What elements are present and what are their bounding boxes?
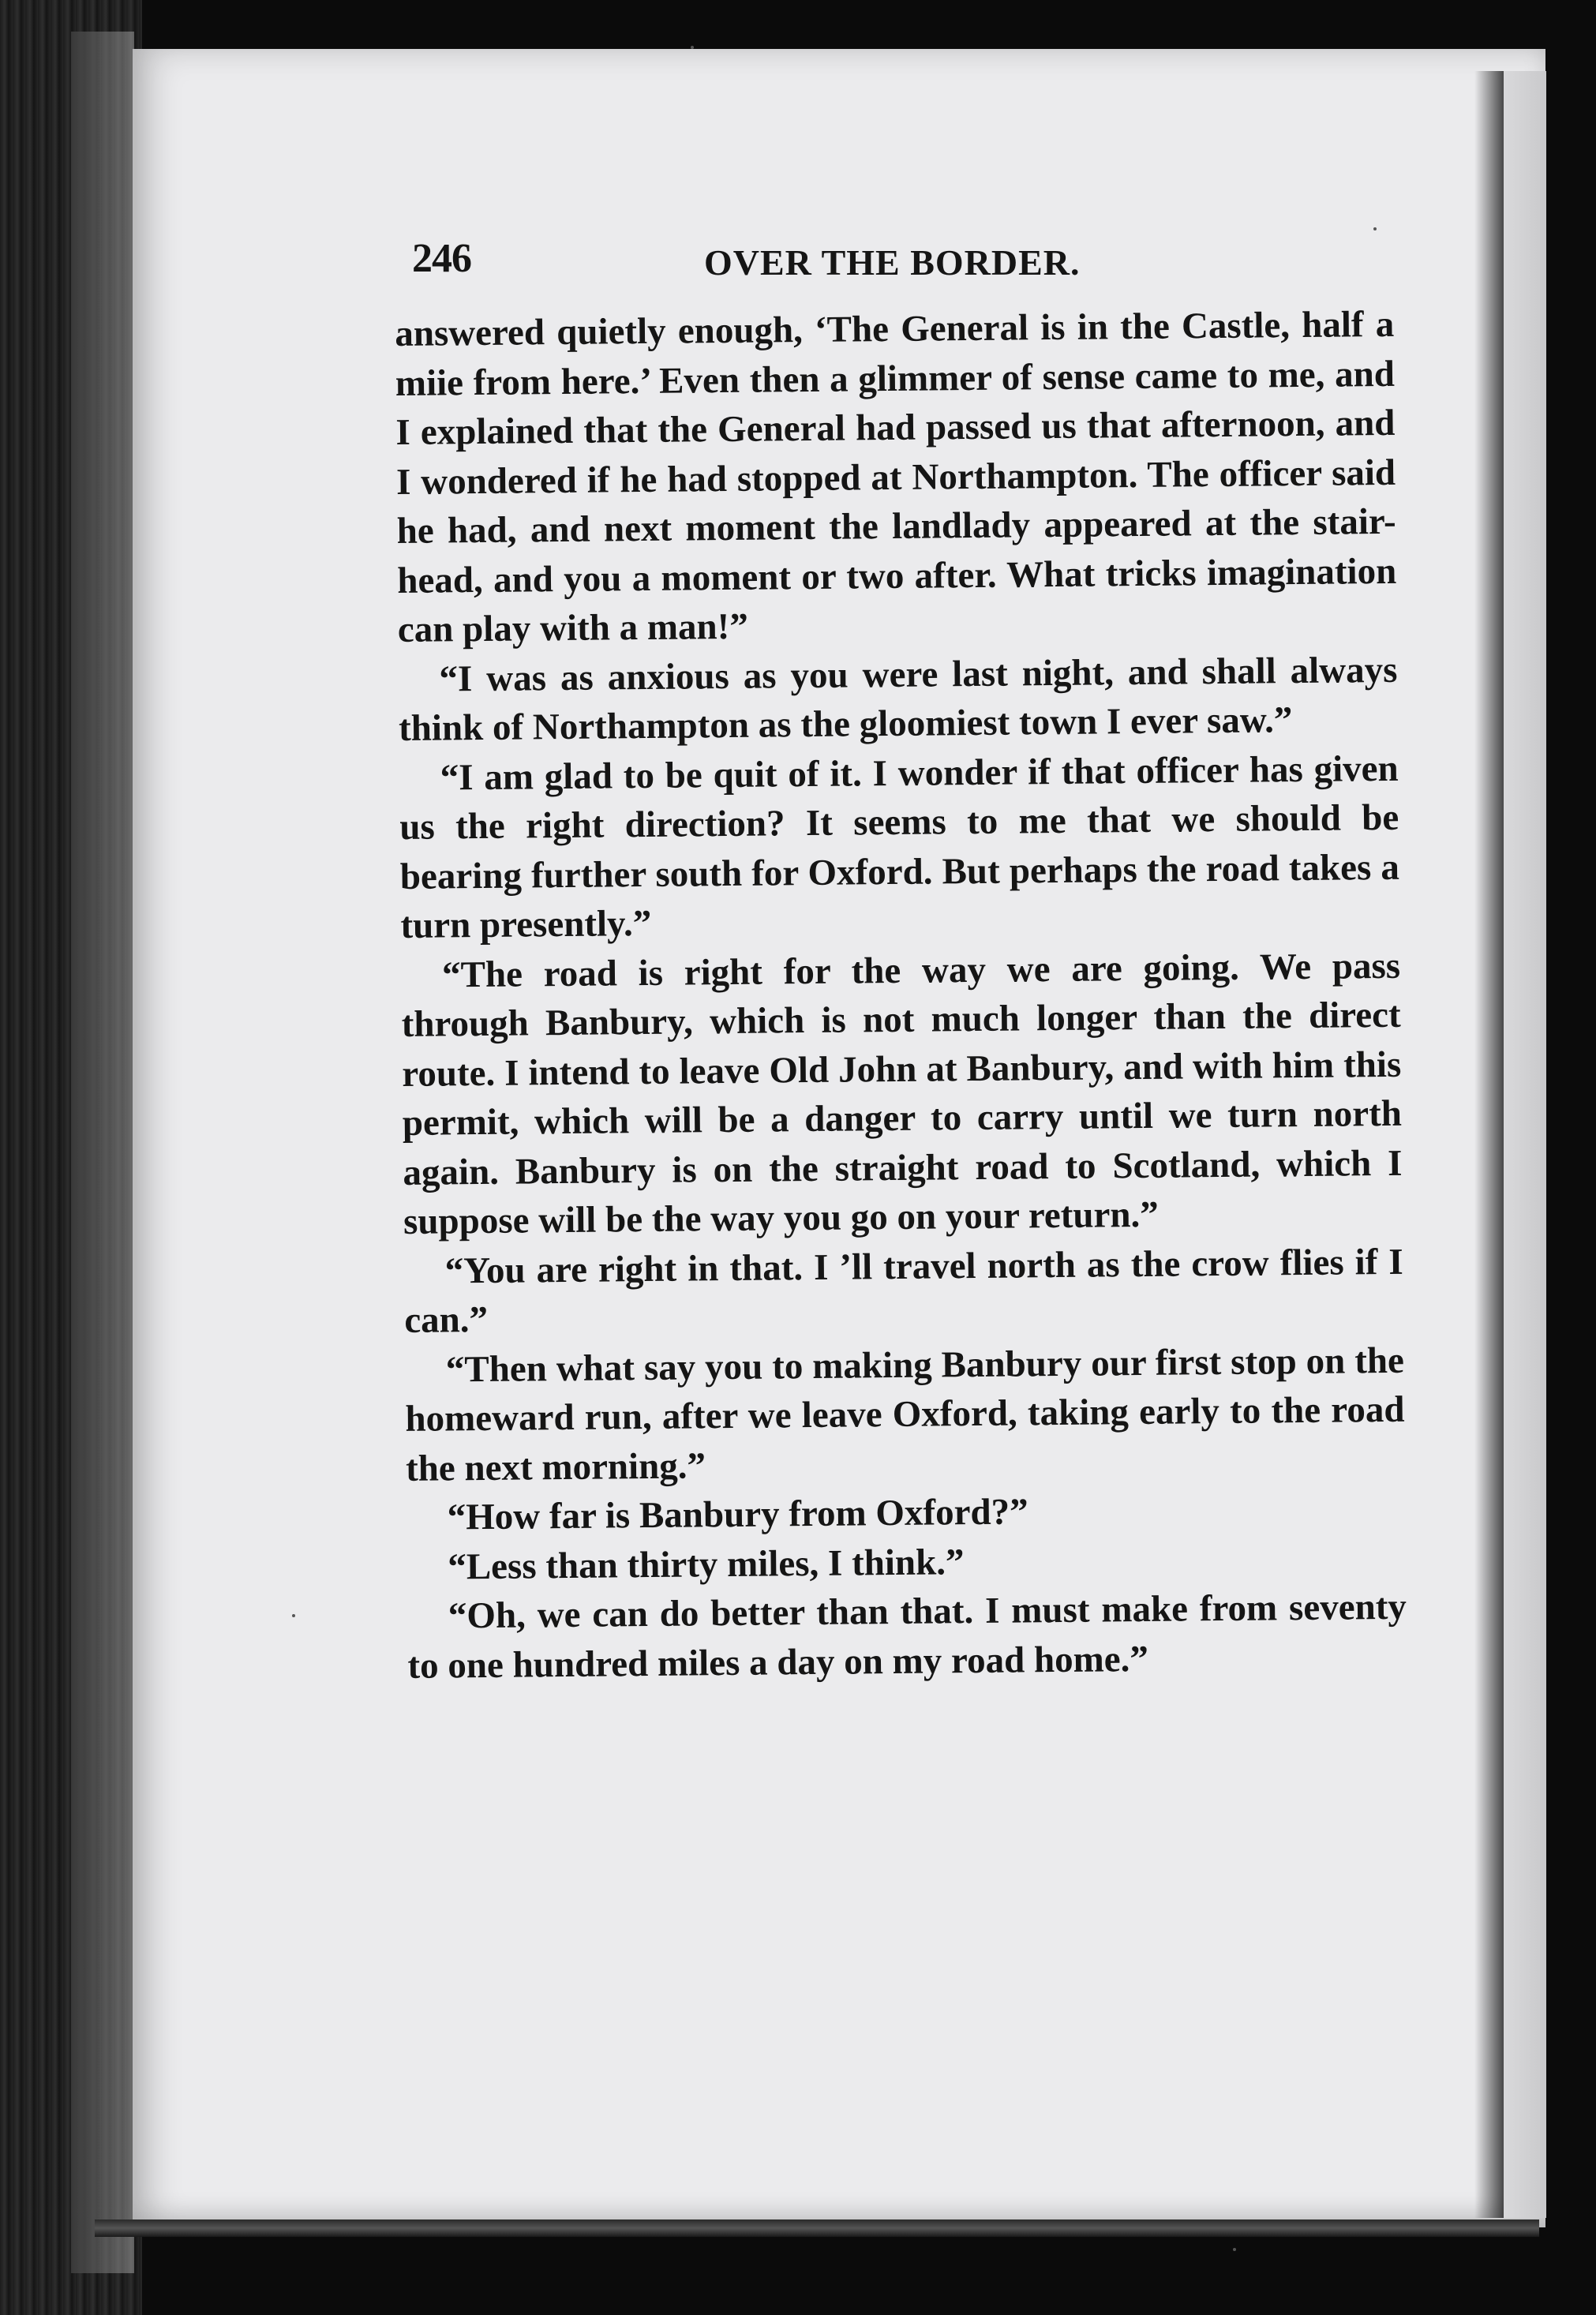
scan-speck: [691, 46, 694, 49]
paragraph: “The road is right for the way we are going. We pass through Banbury, which is not much longer than the direct route. I intend to leave Old John at Banbury, and with him this permit, which will be a danger to carry until we turn north again. Banbury is on the straight road to Scotland, which I suppose will be the way you go on your return.”: [401, 945, 1403, 1242]
body-text: [395, 300, 1407, 1691]
facing-page-edge: [1504, 71, 1546, 2218]
paragraph: “I was as anxious as you were last night, and shall always think of Northampton as the gloomiest town I ever saw.”: [398, 649, 1398, 749]
page-header: [412, 235, 1407, 298]
paragraph: answered quietly enough, ‘The General is in the Castle, half a miie from here.’ Even then a glimmer of sense came to me, and I explained that the General had passed us that afternoon, and I wondered if he had stopped at Northampton. The officer said he had, and next moment the landlady appeared at the stair-head, and you a moment or two after. What tricks imagination can play with a man!”: [395, 303, 1397, 650]
page-number: 246: [412, 236, 471, 281]
page-bottom-edge: [95, 2219, 1539, 2237]
paragraph: “I am glad to be quit of it. I wonder if that officer has given us the right direction? It seems to me that we should be bearing further south for Oxford. But perhaps the road takes a turn presently.”: [399, 747, 1400, 946]
running-head: OVER THE BORDER.: [704, 242, 1081, 283]
paragraph: “Oh, we can do better than that. I must make from seventy to one hundred miles a day on my road home.”: [407, 1586, 1407, 1687]
paragraph: “Less than thirty miles, I think.”: [448, 1541, 965, 1587]
paragraph: “How far is Banbury from Oxford?”: [447, 1491, 1028, 1538]
scan-speck: [1233, 2248, 1236, 2251]
paragraph: “You are right in that. I ’ll travel north as the crow flies if I can.”: [404, 1241, 1403, 1341]
scan-speck: [1373, 227, 1377, 230]
right-page-shadow: [1474, 71, 1506, 2218]
paragraph: “Then what say you to making Banbury our first stop on the homeward run, after we leave Oxford, taking early to the road the next morning.”: [405, 1339, 1405, 1489]
page-stack-edge: [71, 32, 134, 2273]
scan-speck: [292, 1614, 295, 1617]
